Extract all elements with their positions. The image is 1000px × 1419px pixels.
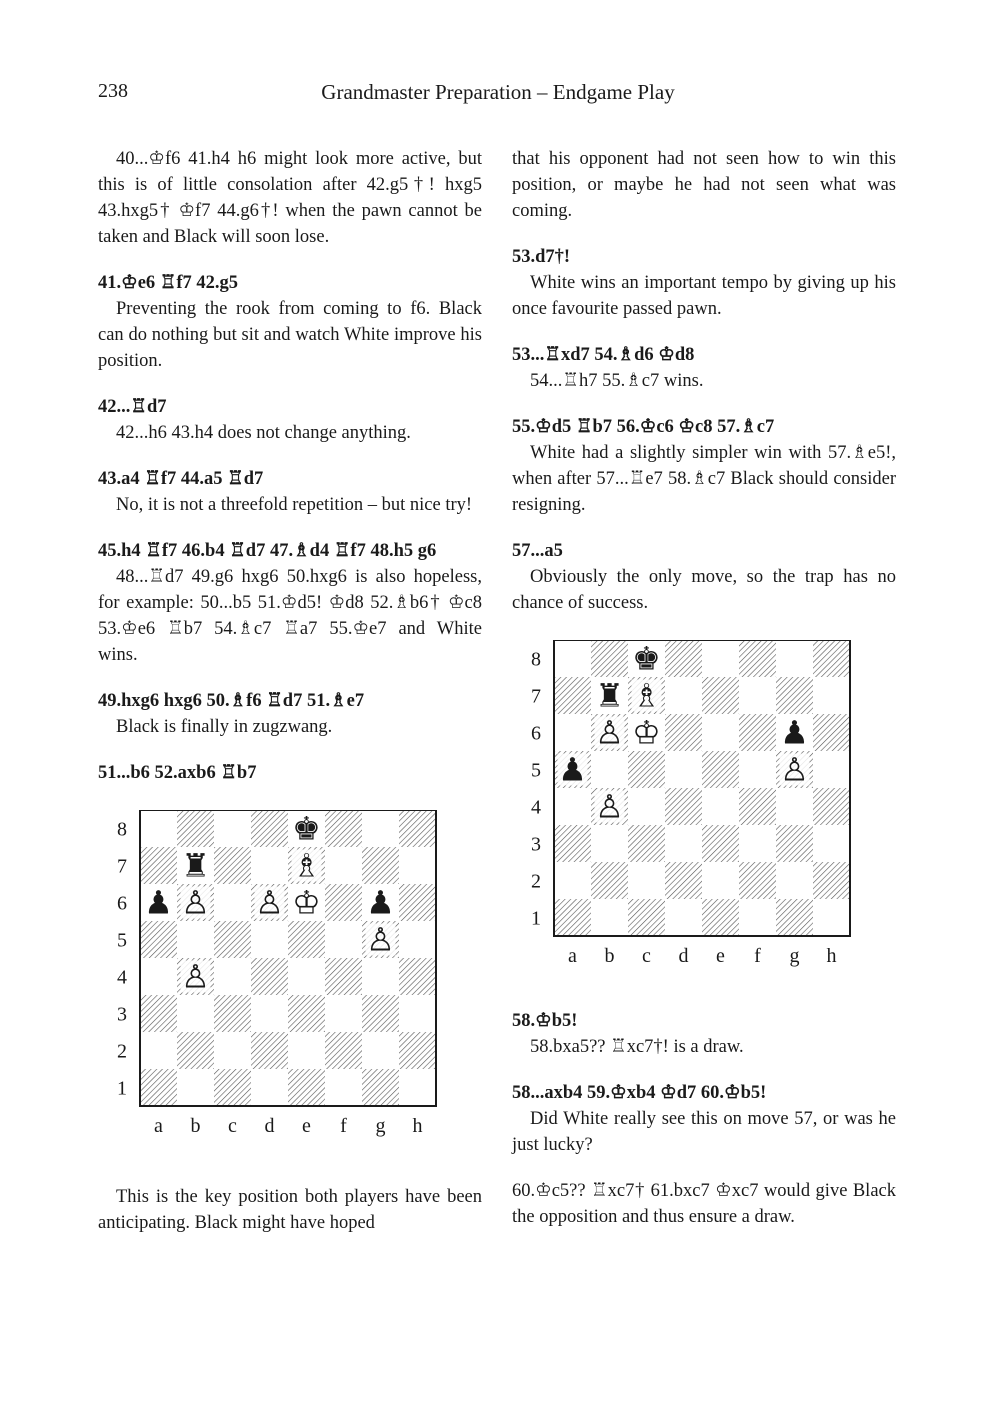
move-heading: 55.♔d5 ♖b7 56.♔c6 ♔c8 57.♗c7 (512, 417, 775, 437)
commentary-paragraph: 48...♖d7 49.g6 hxg6 50.hxg6 is also hopeless, for example: 50...b5 51.♔d5! ♔d8 52.♗b6† ♔c8 53.♔e6 ♖b7 54.♗c7 ♖a7 55.♔e7 and White wins. (98, 567, 482, 665)
dark-square (665, 640, 702, 677)
rank-label: 7 (531, 685, 541, 708)
move-heading: 58.♔b5! (512, 1011, 578, 1031)
dark-square (776, 677, 813, 714)
file-label: g (375, 1115, 386, 1137)
rank-label: 5 (531, 759, 541, 782)
file-label: c (642, 945, 651, 967)
dark-square (628, 751, 665, 788)
white-bishop-icon: ♗ (292, 846, 321, 885)
rank-label: 1 (117, 1077, 127, 1100)
dark-square (399, 1032, 436, 1069)
commentary-paragraph: Did White really see this on move 57, or was he just lucky? (512, 1109, 896, 1155)
dark-square (214, 995, 251, 1032)
file-label: g (789, 945, 800, 967)
commentary-paragraph: 58.bxa5?? ♖xc7†! is a draw. (530, 1037, 744, 1057)
file-label: d (678, 945, 689, 967)
right-paragraphs-before (512, 146, 896, 616)
file-label: c (228, 1115, 237, 1137)
move-heading: 51...b6 52.axb6 ♖b7 (98, 763, 257, 783)
dark-square (813, 788, 850, 825)
move-heading: 57...a5 (512, 541, 563, 561)
black-rook-icon: ♜ (181, 846, 210, 885)
file-label: h (826, 945, 837, 967)
move-heading: 41.♔e6 ♖f7 42.g5 (98, 273, 239, 293)
move-heading: 42...♖d7 (98, 397, 167, 417)
left-paragraphs (98, 146, 482, 786)
file-label: a (568, 945, 577, 967)
black-pawn-icon: ♟ (144, 883, 173, 922)
right-paragraphs-after (512, 1008, 896, 1230)
dark-square (140, 1069, 177, 1106)
dark-square (214, 847, 251, 884)
dark-square (554, 825, 591, 862)
dark-square (702, 677, 739, 714)
page-header (98, 80, 898, 110)
dark-square (665, 788, 702, 825)
white-pawn-icon: ♙ (366, 920, 395, 959)
dark-square (628, 825, 665, 862)
dark-square (702, 751, 739, 788)
rank-label: 8 (531, 648, 541, 671)
commentary-paragraph: White had a slightly simpler win with 57.♗e5!, when after 57...♖e7 58.♗c7 Black should consider resigning. (512, 443, 896, 515)
dark-square (325, 1032, 362, 1069)
dark-square (325, 884, 362, 921)
dark-square (288, 921, 325, 958)
dark-square (214, 921, 251, 958)
page-number: 238 (98, 80, 128, 102)
chessboard-1 (110, 810, 450, 1170)
dark-square (288, 1069, 325, 1106)
file-label: e (302, 1115, 311, 1137)
dark-square (362, 1069, 399, 1106)
dark-square (325, 958, 362, 995)
continued-paragraph: that his opponent had not seen how to win this position, or maybe he had not seen what was coming. (512, 149, 896, 221)
dark-square (813, 862, 850, 899)
black-king-icon: ♚ (632, 640, 661, 678)
dark-square (362, 995, 399, 1032)
right-column (512, 146, 896, 1230)
rank-label: 5 (117, 929, 127, 952)
commentary-paragraph: Preventing the rook from coming to f6. Black can do nothing but sit and watch White improve his position. (98, 299, 482, 371)
move-heading: 58...axb4 59.♔xb4 ♔d7 60.♔b5! (512, 1083, 767, 1103)
rank-label: 2 (531, 870, 541, 893)
black-rook-icon: ♜ (595, 676, 624, 715)
commentary-paragraph: Obviously the only move, so the trap has no chance of success. (512, 567, 896, 613)
dark-square (251, 958, 288, 995)
rank-label: 4 (117, 966, 127, 989)
file-label: h (412, 1115, 423, 1137)
rank-label: 7 (117, 855, 127, 878)
chessboard-2 (524, 640, 864, 1000)
dark-square (251, 810, 288, 847)
dark-square (554, 677, 591, 714)
white-pawn-icon: ♙ (181, 957, 210, 996)
rank-label: 3 (117, 1003, 127, 1026)
dark-square (739, 714, 776, 751)
file-label: f (340, 1115, 347, 1137)
black-pawn-icon: ♟ (366, 883, 395, 922)
file-label: b (604, 945, 615, 967)
dark-square (214, 1069, 251, 1106)
dark-square (665, 714, 702, 751)
rank-label: 6 (117, 892, 127, 915)
dark-square (702, 825, 739, 862)
black-pawn-icon: ♟ (558, 750, 587, 789)
file-label: a (154, 1115, 163, 1137)
dark-square (591, 862, 628, 899)
white-king-icon: ♔ (292, 883, 321, 922)
dark-square (739, 640, 776, 677)
dark-square (251, 1032, 288, 1069)
file-label: d (264, 1115, 275, 1137)
dark-square (325, 810, 362, 847)
dark-square (554, 899, 591, 936)
white-pawn-icon: ♙ (780, 750, 809, 789)
commentary-paragraph: 54...♖h7 55.♗c7 wins. (530, 371, 704, 391)
rank-label: 2 (117, 1040, 127, 1063)
commentary-paragraph: Black is finally in zugzwang. (116, 717, 333, 737)
move-heading: 45.h4 ♖f7 46.b4 ♖d7 47.♗d4 ♖f7 48.h5 g6 (98, 541, 437, 561)
commentary-paragraph: 42...h6 43.h4 does not change anything. (116, 423, 411, 443)
dark-square (177, 1032, 214, 1069)
white-pawn-icon: ♙ (181, 883, 210, 922)
white-bishop-icon: ♗ (632, 676, 661, 715)
chess-diagram-2 (524, 640, 896, 1000)
dark-square (739, 788, 776, 825)
dark-square (739, 862, 776, 899)
dark-square (399, 810, 436, 847)
commentary-paragraph: 60.♔c5?? ♖xc7† 61.bxc7 ♔xc7 would give Black the opposition and thus ensure a draw. (512, 1181, 896, 1227)
black-king-icon: ♚ (292, 810, 321, 848)
rank-label: 4 (531, 796, 541, 819)
dark-square (813, 714, 850, 751)
white-pawn-icon: ♙ (595, 713, 624, 752)
dark-square (140, 995, 177, 1032)
dark-square (399, 884, 436, 921)
dark-square (362, 847, 399, 884)
commentary-paragraph: No, it is not a threefold repetition – but nice try! (116, 495, 473, 515)
rank-label: 1 (531, 907, 541, 930)
dark-square (665, 862, 702, 899)
commentary-paragraph: 40...♔f6 41.h4 h6 might look more active, but this is of little consolation after 42.g5†! hxg5 43.hxg5† ♔f7 44.g6†! when the pawn cannot be taken and Black will soon lose. (98, 149, 482, 247)
dark-square (177, 810, 214, 847)
dark-square (628, 899, 665, 936)
rank-label: 8 (117, 818, 127, 841)
white-king-icon: ♔ (632, 713, 661, 752)
chess-diagram-1 (110, 810, 482, 1170)
black-pawn-icon: ♟ (780, 713, 809, 752)
dark-square (776, 825, 813, 862)
move-heading: 43.a4 ♖f7 44.a5 ♖d7 (98, 469, 264, 489)
rank-label: 3 (531, 833, 541, 856)
file-label: f (754, 945, 761, 967)
file-label: b (190, 1115, 201, 1137)
move-heading: 49.hxg6 hxg6 50.♗f6 ♖d7 51.♗e7 (98, 691, 365, 711)
commentary-paragraph: White wins an important tempo by giving up his once favourite passed pawn. (512, 273, 896, 319)
dark-square (140, 847, 177, 884)
dark-square (591, 640, 628, 677)
dark-square (813, 640, 850, 677)
white-pawn-icon: ♙ (595, 787, 624, 826)
dark-square (776, 899, 813, 936)
left-closing-paragraph: This is the key position both players have been anticipating. Black might have hoped (98, 1187, 482, 1233)
running-title: Grandmaster Preparation – Endgame Play (321, 80, 675, 104)
move-heading: 53...♖xd7 54.♗d6 ♔d8 (512, 345, 695, 365)
white-pawn-icon: ♙ (255, 883, 284, 922)
move-heading: 53.d7†! (512, 247, 571, 267)
dark-square (140, 921, 177, 958)
left-column (98, 146, 482, 1236)
dark-square (399, 958, 436, 995)
rank-label: 6 (531, 722, 541, 745)
dark-square (288, 995, 325, 1032)
file-label: e (716, 945, 725, 967)
dark-square (702, 899, 739, 936)
